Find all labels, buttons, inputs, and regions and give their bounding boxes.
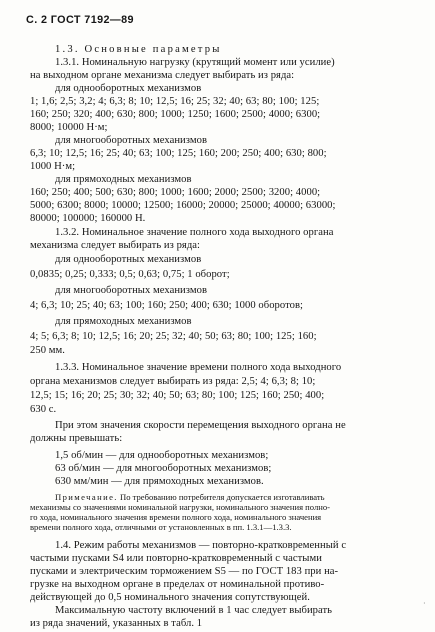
text-line: для однооборотных механизмов — [55, 254, 202, 265]
text-line: 160; 250; 320; 400; 630; 800; 1000; 1250; 1600; 2500; 4000; 6300; — [30, 109, 321, 120]
text-line: частыми пусками S4 или повторно-кратковременный с частыми — [30, 553, 322, 564]
section-title: 1.3. Основные параметры — [55, 44, 222, 55]
text-line: действующей до 0,5 номинального значения сопутствующей. — [30, 592, 310, 603]
text-line: 63 об/мин — для многооборотных механизмов; — [55, 463, 272, 474]
note-label: Примечание. — [55, 492, 118, 502]
text-line: 1.3.1. Номинальную нагрузку (крутящий момент или усилие) — [55, 57, 335, 68]
note-line: го хода, номинального значения времени полного хода, номинального значения — [30, 512, 322, 522]
text-line: 1.4. Режим работы механизмов — повторно-кратковременный с — [55, 540, 347, 551]
text-line: Максимальную частоту включений в 1 час следует выбирать — [55, 605, 333, 616]
text-line: 630 мм/мин — для прямоходных механизмов. — [55, 476, 264, 487]
note-first-line — [55, 492, 325, 502]
text-line: 1; 1,6; 2,5; 3,2; 4; 6,3; 8; 10; 12,5; 16; 25; 32; 40; 63; 80; 100; 125; — [30, 96, 320, 107]
text-line: для прямоходных механизмов — [55, 174, 192, 185]
text-line: 0,0835; 0,25; 0,333; 0,5; 0,63; 0,75; 1 оборот; — [30, 269, 230, 280]
text-line: 4; 6,3; 10; 25; 40; 63; 100; 160; 250; 400; 630; 1000 оборотов; — [30, 300, 304, 311]
text-line: При этом значения скорости перемещения выходного органа не — [55, 420, 346, 431]
scan-speck: · — [423, 599, 426, 608]
note-line: механизмы со значениями номинальной нагрузки, номинального значения полно- — [30, 502, 331, 512]
text-line: органа механизмов следует выбирать из ряда: 2,5; 4; 6,3; 8; 10; — [30, 376, 316, 387]
text-line: 1000 Н·м; — [30, 161, 76, 172]
text-line: 250 мм. — [30, 345, 65, 356]
text-line: 8000; 10000 Н·м; — [30, 122, 108, 133]
text-line: для однооборотных механизмов — [55, 83, 202, 94]
text-line: грузке на выходном органе в пределах от номинальной противо- — [30, 579, 325, 590]
page-header: С. 2 ГОСТ 7192—89 — [26, 14, 134, 26]
text-line: 4; 5; 6,3; 8; 10; 12,5; 16; 20; 25; 32; 40; 50; 63; 80; 100; 125; 160; — [30, 331, 317, 342]
text-line: пусками и электрическим торможением S5 — по ГОСТ 183 при на- — [30, 566, 339, 577]
text-line: 1.3.3. Номинальное значение времени полного хода выходного — [55, 362, 342, 373]
note-line: времени полного хода, отличными от установленных в пп. 1.3.1—1.3.3. — [30, 522, 292, 532]
text-line: 80000; 100000; 160000 Н. — [30, 213, 146, 224]
text-line: 5000; 6300; 8000; 10000; 12500; 16000; 20000; 25000; 40000; 63000; — [30, 200, 336, 211]
text-line: 630 с. — [30, 404, 57, 415]
text-line: на выходном органе механизма следует выбирать из ряда: — [30, 70, 295, 81]
text-line: из ряда значений, указанных в табл. 1 — [30, 618, 203, 629]
text-line: должны превышать: — [30, 433, 123, 444]
text-line: 160; 250; 400; 500; 630; 800; 1000; 1600; 2000; 2500; 3200; 4000; — [30, 187, 321, 198]
text-line: 12,5; 15; 16; 20; 25; 30; 32; 40; 50; 63; 80; 100; 125; 160; 250; 400; — [30, 390, 325, 401]
text-line: для многооборотных механизмов — [55, 285, 207, 296]
text-line: 6,3; 10; 12,5; 16; 25; 40; 63; 100; 125; 160; 200; 250; 400; 630; 800; — [30, 148, 327, 159]
text-line: для прямоходных механизмов — [55, 316, 192, 327]
text-line: для многооборотных механизмов — [55, 135, 207, 146]
text-line: механизма следует выбирать из ряда: — [30, 240, 201, 251]
note-text: По требованию потребителя допускается изготавливать — [120, 492, 325, 502]
text-line: 1.3.2. Номинальное значение полного хода выходного органа — [55, 227, 334, 238]
text-line: 1,5 об/мин — для однооборотных механизмов; — [55, 450, 269, 461]
